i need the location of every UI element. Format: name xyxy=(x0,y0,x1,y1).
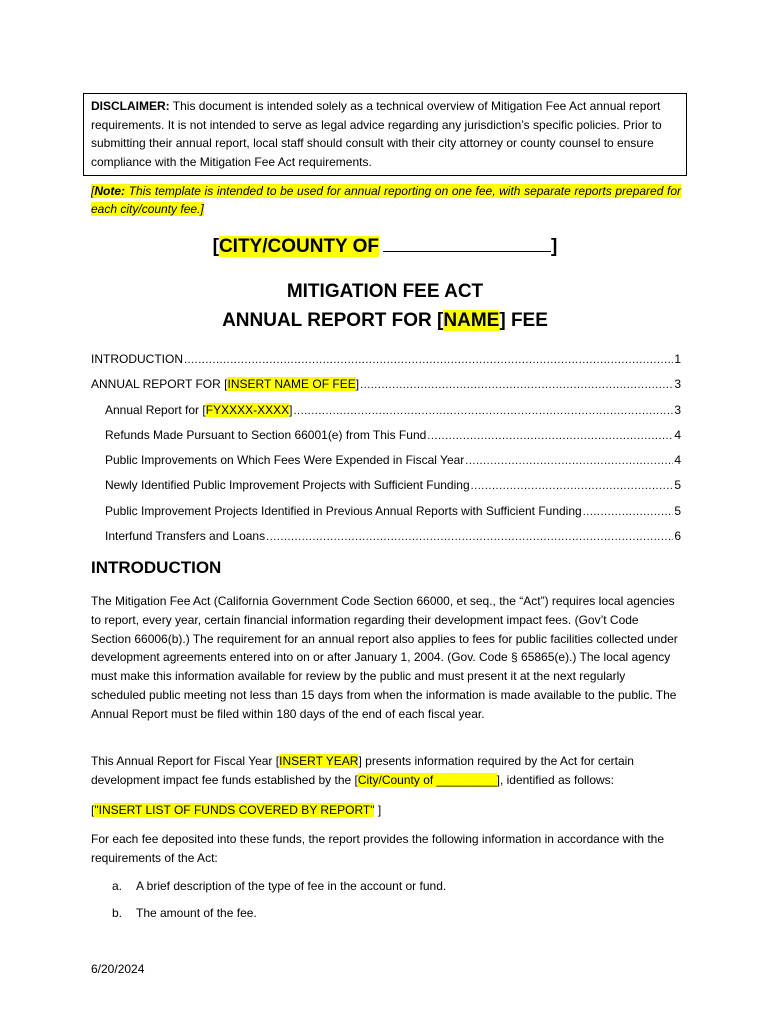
list-item xyxy=(112,877,446,895)
introduction-heading: INTRODUCTION xyxy=(91,558,222,577)
city-county-heading xyxy=(0,233,770,261)
note-text: This template is intended to be used for annual reporting on one fee, with separate reports prepared for each city/county fee.] xyxy=(91,184,682,216)
toc-page-number: 4 xyxy=(674,453,681,468)
toc-leader-dots xyxy=(427,424,673,449)
list-marker: a. xyxy=(112,879,123,893)
toc-leader-dots xyxy=(266,525,673,550)
introduction-paragraph-1: The Mitigation Fee Act (California Government Code Section 66000, et seq., the “Act”) requires local agencies to report, every year, certain financial information regarding their development impact fees. (Gov’t Code Section 66006(b).) The requirement for an annual report also applies to fees for public facilities collected under development agreements entered into on or after January 1, 2004. (Gov. Code § 65865(e).) The local agency must make this information available for review by the public and must present it at the next regularly scheduled public meeting not less than 15 days from when the information is made available to the public. The Annual Report must be filed within 180 days of the end of each fiscal year. xyxy=(91,594,678,721)
city-heading-close-bracket: ] xyxy=(551,236,558,257)
toc-page-number: 3 xyxy=(674,377,681,392)
list-item-text: A brief description of the type of fee in the account or fund. xyxy=(136,879,447,893)
toc-page-number: 1 xyxy=(674,352,681,366)
introduction-paragraph-2: This Annual Report for Fiscal Year [INSERT YEAR] presents information required by the Act for certain development impact fee funds established by the [City/County of _________], identified as follows: xyxy=(91,754,634,787)
table-of-contents xyxy=(91,347,681,549)
city-county-placeholder: City/County of _________ xyxy=(357,772,497,787)
toc-entry-refunds[interactable] xyxy=(91,423,681,448)
note-label: Note: xyxy=(94,184,126,198)
toc-entry-previous-reports[interactable] xyxy=(91,499,681,524)
toc-entry-newly-identified[interactable] xyxy=(91,473,681,498)
toc-entry-text: Newly Identified Public Improvement Projects with Sufficient Funding xyxy=(105,478,470,493)
title-name-placeholder: NAME xyxy=(443,310,500,331)
toc-entry-text: Refunds Made Pursuant to Section 66001(e) from This Fund xyxy=(105,427,427,442)
toc-entry-public-improvements[interactable] xyxy=(91,448,681,473)
toc-entry-annual-report[interactable] xyxy=(91,372,681,397)
toc-leader-dots xyxy=(360,373,673,398)
disclaimer-box xyxy=(83,93,687,176)
title-prefix: ANNUAL REPORT FOR [ xyxy=(222,310,444,331)
toc-entry-text: Public Improvement Projects Identified in Previous Annual Reports with Sufficient Funding xyxy=(105,503,582,518)
disclaimer-label: DISCLAIMER: xyxy=(91,99,170,113)
disclaimer-text: This document is intended solely as a technical overview of Mitigation Fee Act annual report requirements. It is not intended to serve as legal advice regarding any jurisdiction’s specific policies. Prior to submitting their annual report, local staff should consult with their city attorney or county counsel to ensure compliance with the Mitigation Fee Act requirements. xyxy=(91,99,662,169)
toc-entry-text: Public Improvements on Which Fees Were Expended in Fiscal Year xyxy=(105,453,465,468)
toc-entry-text: INTRODUCTION xyxy=(91,352,183,366)
toc-page-number: 5 xyxy=(674,503,681,518)
toc-page-number: 6 xyxy=(674,529,681,544)
toc-entry-annual-report-fy[interactable] xyxy=(91,398,681,423)
toc-leader-dots xyxy=(293,399,673,424)
toc-leader-dots xyxy=(583,500,674,525)
footer-date: 6/20/2024 xyxy=(91,962,145,976)
toc-leader-dots xyxy=(465,449,673,474)
funds-list-placeholder: ["INSERT LIST OF FUNDS COVERED BY REPORT" ] xyxy=(91,803,382,817)
list-item-text: The amount of the fee. xyxy=(136,906,257,920)
toc-page-number: 3 xyxy=(674,402,681,417)
insert-funds-placeholder: "INSERT LIST OF FUNDS COVERED BY REPORT" xyxy=(94,803,375,817)
city-heading-text: CITY/COUNTY OF xyxy=(218,236,380,257)
city-name-blank[interactable] xyxy=(383,233,551,252)
introduction-paragraph-4: For each fee deposited into these funds, the report provides the following information in accordance with the requirements of the Act: xyxy=(91,832,665,865)
insert-year-placeholder: INSERT YEAR xyxy=(279,754,359,768)
city-heading-open-bracket: [ xyxy=(212,236,219,257)
report-title-line-2 xyxy=(0,308,770,334)
toc-page-number: 4 xyxy=(674,427,681,442)
list-marker: b. xyxy=(112,906,123,920)
toc-leader-dots xyxy=(184,348,673,373)
report-title-line-1: MITIGATION FEE ACT xyxy=(286,281,484,302)
toc-entry-text: ANNUAL REPORT FOR [INSERT NAME OF FEE] xyxy=(91,377,360,392)
toc-entry-introduction[interactable] xyxy=(91,347,681,372)
list-item xyxy=(112,904,257,922)
toc-entry-interfund-transfers[interactable] xyxy=(91,524,681,549)
toc-page-number: 5 xyxy=(674,478,681,493)
toc-leader-dots xyxy=(471,474,674,499)
toc-entry-text: Annual Report for [FYXXXX-XXXX] xyxy=(105,402,293,417)
toc-entry-text: Interfund Transfers and Loans xyxy=(105,529,266,544)
template-note xyxy=(91,182,681,218)
title-suffix: ] FEE xyxy=(499,310,548,331)
note-open-bracket: [ xyxy=(91,184,95,198)
